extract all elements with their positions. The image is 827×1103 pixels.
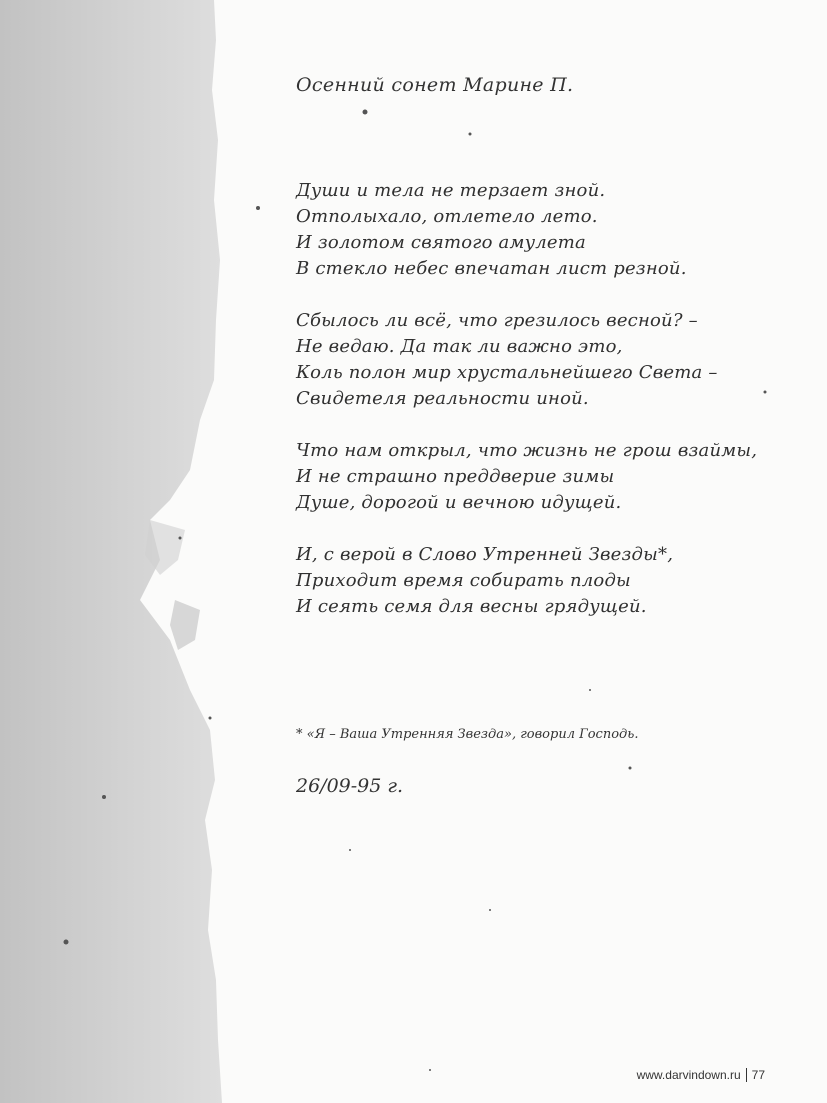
poem-line: Не ведаю. Да так ли важно это, (296, 336, 623, 357)
website-link[interactable]: www.darvindown.ru (636, 1068, 741, 1082)
stanza-4 (296, 542, 673, 620)
poem-line: Души и тела не терзает зной. (296, 180, 606, 201)
page-number: 77 (751, 1068, 765, 1082)
poem-line: И золотом святого амулета (296, 232, 586, 253)
poem-date: 26/09-95 г. (296, 775, 404, 797)
poem-line: И, с верой в Слово Утренней Звезды*, (296, 544, 674, 565)
footnote: * «Я – Ваша Утренняя Звезда», говорил Господь. (296, 727, 639, 742)
poem-line: Коль полон мир хрустальнейшего Света – (296, 362, 718, 383)
stanza-3 (296, 438, 757, 516)
poem-line: Что нам открыл, что жизнь не грош взаймы, (296, 440, 758, 461)
stanza-1 (296, 178, 687, 282)
footer-divider (746, 1068, 747, 1082)
poem-title: Осенний сонет Марине П. (296, 74, 574, 96)
poem-line: И не страшно преддверие зимы (296, 466, 615, 487)
poem-line: Приходит время собирать плоды (296, 570, 631, 591)
poem-line: И сеять семя для весны грядущей. (296, 596, 647, 617)
stanza-2 (296, 308, 718, 412)
poem-line: В стекло небес впечатан лист резной. (296, 258, 687, 279)
poem-line: Отполыхало, отлетело лето. (296, 206, 598, 227)
poem-line: Сбылось ли всё, что грезилось весной? – (296, 310, 698, 331)
poem-line: Душе, дорогой и вечною идущей. (296, 492, 622, 513)
poem-line: Свидетеля реальности иной. (296, 388, 589, 409)
page-footer (637, 1068, 765, 1082)
